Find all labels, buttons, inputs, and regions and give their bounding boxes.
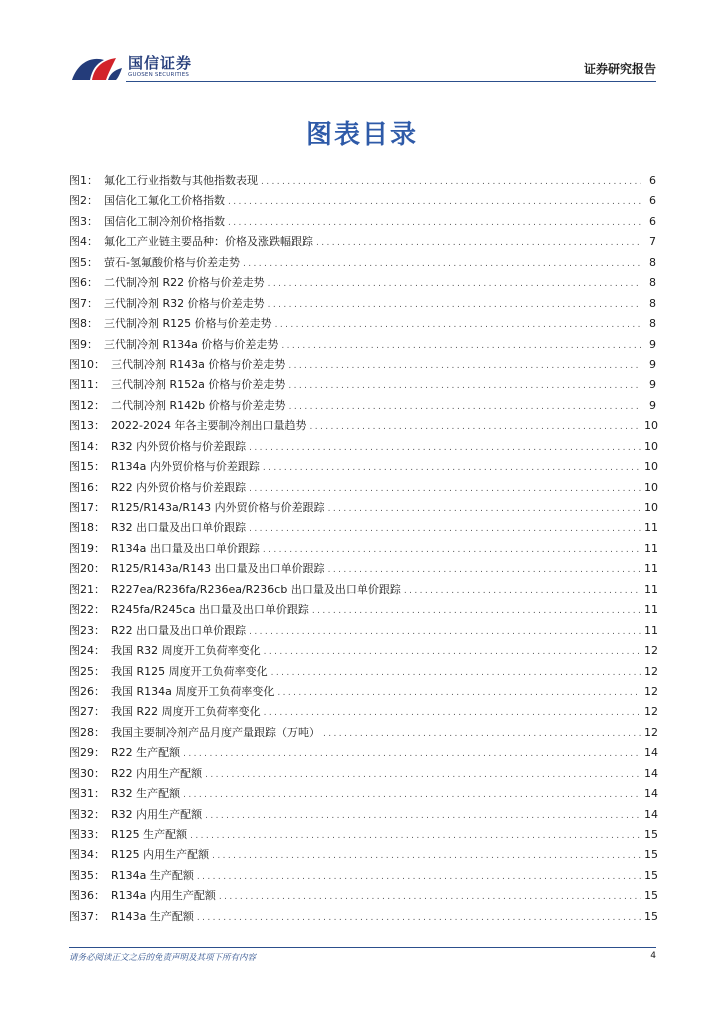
toc-dot-leader: [249, 479, 641, 499]
toc-entry-title: R32 内外贸价格与价差跟踪: [111, 439, 247, 453]
toc-dot-leader: [312, 601, 641, 621]
toc-entry[interactable]: [69, 866, 656, 886]
footer-disclaimer: 请务必阅读正文之后的免责声明及其项下所有内容: [69, 953, 257, 963]
toc-entry-label: 图31：: [69, 787, 105, 801]
toc-entry-label: 图37：: [69, 909, 105, 923]
footer-divider: [69, 947, 656, 948]
toc-entry-title: 国信化工制冷剂价格指数: [104, 214, 225, 228]
toc-dot-leader: [328, 560, 641, 580]
toc-entry-page: 9: [649, 398, 656, 412]
toc-entry[interactable]: [69, 518, 656, 538]
toc-entry-page: 14: [644, 766, 658, 780]
toc-heading: 图表目录: [305, 120, 418, 150]
toc-entry[interactable]: [69, 437, 656, 457]
toc-entry-page: 14: [644, 787, 658, 801]
toc-entry-title: 二代制冷剂 R22 价格与价差走势: [104, 276, 265, 290]
toc-dot-leader: [268, 295, 641, 315]
toc-dot-leader: [197, 867, 641, 887]
toc-entry-title: 我国 R134a 周度开工负荷率变化: [111, 684, 275, 698]
toc-entry-title: 我国 R32 周度开工负荷率变化: [111, 644, 261, 658]
toc-entry[interactable]: [69, 294, 656, 314]
page-header: [0, 0, 724, 90]
toc-entry-page: 12: [644, 684, 658, 698]
toc-entry[interactable]: [69, 580, 656, 600]
toc-entry[interactable]: [69, 314, 656, 334]
toc-entry-page: 11: [644, 623, 658, 637]
toc-entry-title: 我国主要制冷剂产品月度产量跟踪（万吨）: [111, 725, 320, 739]
toc-entry[interactable]: [69, 396, 656, 416]
toc-dot-leader: [323, 724, 641, 744]
toc-dot-leader: [309, 417, 641, 437]
toc-entry-label: 图22：: [69, 603, 105, 617]
toc-entry-page: 10: [644, 419, 658, 433]
toc-dot-leader: [275, 315, 641, 335]
toc-entry-label: 图1：: [69, 174, 98, 187]
toc-entry-page: 6: [649, 194, 656, 208]
toc-dot-leader: [243, 254, 641, 274]
toc-entry-page: 8: [649, 276, 656, 290]
toc-entry-title: 我国 R22 周度开工负荷率变化: [111, 705, 261, 719]
toc-entry[interactable]: [69, 191, 656, 211]
toc-entry-label: 图11：: [69, 378, 105, 392]
toc-dot-leader: [316, 233, 641, 253]
toc-dot-leader: [212, 846, 641, 866]
toc-entry-page: 12: [644, 705, 658, 719]
toc-entry-page: 9: [649, 357, 656, 371]
toc-dot-leader: [404, 581, 641, 601]
toc-entry[interactable]: [69, 416, 656, 436]
toc-entry[interactable]: [69, 907, 656, 927]
toc-entry[interactable]: [69, 375, 656, 395]
toc-dot-leader: [190, 826, 641, 846]
toc-entry-title: 氟化工行业指数与其他指数表现: [104, 174, 258, 187]
toc-dot-leader: [271, 663, 641, 683]
toc-entry-page: 10: [644, 460, 658, 474]
toc-entry-title: R22 内用生产配额: [111, 766, 203, 780]
toc-entry-page: 8: [649, 296, 656, 310]
toc-entry-title: R22 出口量及出口单价跟踪: [111, 623, 247, 637]
toc-entry-label: 图3：: [69, 214, 98, 228]
toc-entry-label: 图23：: [69, 623, 105, 637]
toc-entry-title: 2022-2024 年各主要制冷剂出口量趋势: [111, 419, 307, 433]
toc-entry-title: R227ea/R236fa/R236ea/R236cb 出口量及出口单价跟踪: [111, 582, 401, 596]
toc-entry-title: 三代制冷剂 R134a 价格与价差走势: [104, 337, 279, 351]
toc-entry-label: 图16：: [69, 480, 105, 494]
toc-dot-leader: [264, 642, 641, 662]
toc-entry-page: 6: [649, 174, 656, 187]
toc-dot-leader: [183, 744, 641, 764]
toc-entry[interactable]: [69, 621, 656, 641]
toc-entry-page: 12: [644, 664, 658, 678]
toc-entry-label: 图4：: [69, 235, 98, 249]
toc-entry-title: 三代制冷剂 R143a 价格与价差走势: [111, 357, 286, 371]
toc-entry-page: 9: [649, 378, 656, 392]
toc-entry-label: 图5：: [69, 255, 98, 269]
toc-entry[interactable]: [69, 171, 656, 191]
toc-entry-page: 14: [644, 807, 658, 821]
toc-entry[interactable]: [69, 232, 656, 252]
page-number: 4: [650, 951, 656, 961]
toc-entry-title: R125/R143a/R143 出口量及出口单价跟踪: [111, 562, 325, 576]
toc-entry-title: R32 内用生产配额: [111, 807, 203, 821]
toc-dot-leader: [219, 887, 641, 907]
toc-entry-label: 图18：: [69, 521, 105, 535]
toc-entry[interactable]: [69, 539, 656, 559]
toc-entry-page: 11: [644, 562, 658, 576]
toc-entry-label: 图17：: [69, 501, 105, 514]
toc-entry-title: R125/R143a/R143 内外贸价格与价差跟踪: [111, 501, 325, 514]
toc-entry-title: 氟化工产业链主要品种：价格及涨跌幅跟踪: [104, 235, 313, 249]
toc-dot-leader: [288, 376, 641, 396]
toc-entry-title: R143a 生产配额: [111, 909, 194, 923]
toc-dot-leader: [261, 172, 641, 192]
toc-entry-title: 三代制冷剂 R32 价格与价差走势: [104, 296, 265, 310]
toc-entry[interactable]: [69, 273, 656, 293]
logo-chinese-name: 国信证券: [128, 54, 193, 72]
toc-entry-title: R134a 内外贸价格与价差跟踪: [111, 460, 260, 474]
toc-entry[interactable]: [69, 253, 656, 273]
toc-entry-page: 10: [644, 439, 658, 453]
toc-dot-leader: [183, 785, 641, 805]
toc-dot-leader: [197, 908, 641, 928]
toc-dot-leader: [228, 213, 641, 233]
toc-entry-page: 8: [649, 255, 656, 269]
toc-entry[interactable]: [69, 784, 656, 804]
toc-entry-label: 图6：: [69, 276, 98, 290]
logo-english-name: GUOSEN SECURITIES: [128, 72, 190, 78]
toc-entry-page: 15: [644, 909, 658, 923]
toc-entry-page: 15: [644, 828, 658, 841]
toc-entry-title: R22 内外贸价格与价差跟踪: [111, 480, 247, 494]
toc-dot-leader: [263, 458, 641, 478]
toc-entry-page: 7: [649, 235, 656, 249]
toc-dot-leader: [249, 519, 641, 539]
toc-dot-leader: [263, 540, 641, 560]
toc-entry-page: 11: [644, 541, 658, 555]
toc-entry[interactable]: [69, 845, 656, 865]
guosen-logo: [70, 50, 220, 84]
toc-entry-title: R134a 生产配额: [111, 868, 194, 882]
toc-entry[interactable]: [69, 764, 656, 784]
toc-entry-label: 图8：: [69, 317, 98, 331]
toc-entry-label: 图29：: [69, 746, 105, 760]
toc-entry-page: 14: [644, 746, 658, 760]
toc-entry-label: 图36：: [69, 889, 105, 903]
toc-entry[interactable]: [69, 825, 656, 845]
toc-entry-title: R134a 内用生产配额: [111, 889, 216, 903]
toc-entry-label: 图19：: [69, 541, 105, 555]
toc-dot-leader: [288, 356, 641, 376]
toc-entry-page: 10: [644, 501, 658, 514]
toc-entry[interactable]: [69, 662, 656, 682]
toc-entry-label: 图24：: [69, 644, 105, 658]
toc-entry-label: 图15：: [69, 460, 105, 474]
toc-entry-title: 国信化工氟化工价格指数: [104, 194, 225, 208]
toc-entry[interactable]: [69, 600, 656, 620]
toc-entry[interactable]: [69, 457, 656, 477]
toc-entry-label: 图34：: [69, 848, 105, 862]
guosen-logo-mark-icon: [70, 50, 124, 84]
toc-entry-page: 11: [644, 582, 658, 596]
toc-entry-page: 9: [649, 337, 656, 351]
toc-entry-page: 10: [644, 480, 658, 494]
toc-entry-page: 12: [644, 725, 658, 739]
toc-entry-page: 8: [649, 317, 656, 331]
toc-entry-label: 图26：: [69, 684, 105, 698]
toc-dot-leader: [249, 438, 641, 458]
toc-entry[interactable]: [69, 886, 656, 906]
toc-entry[interactable]: [69, 743, 656, 763]
toc-entry[interactable]: [69, 682, 656, 702]
toc-entry[interactable]: [69, 723, 656, 743]
toc-dot-leader: [264, 703, 641, 723]
toc-entry-label: 图2：: [69, 194, 98, 208]
toc-dot-leader: [281, 336, 641, 356]
toc-entry-label: 图7：: [69, 296, 98, 310]
toc-entry-label: 图9：: [69, 337, 98, 351]
toc-entry-label: 图32：: [69, 807, 105, 821]
toc-dot-leader: [228, 192, 641, 212]
toc-entry[interactable]: [69, 212, 656, 232]
header-divider: [126, 81, 656, 82]
toc-entry-page: 15: [644, 848, 658, 862]
toc-entry-label: 图12：: [69, 398, 105, 412]
toc-entry-title: 二代制冷剂 R142b 价格与价差走势: [111, 398, 286, 412]
toc-dot-leader: [277, 683, 641, 703]
report-type-label: 证券研究报告: [583, 62, 656, 76]
toc-entry-label: 图14：: [69, 439, 105, 453]
toc-dot-leader: [328, 499, 641, 519]
toc-entry-label: 图35：: [69, 868, 105, 882]
toc-entry-title: 三代制冷剂 R125 价格与价差走势: [104, 317, 272, 331]
toc-entry-page: 15: [644, 868, 658, 882]
toc-entry-title: R32 生产配额: [111, 787, 181, 801]
toc-entry-title: 三代制冷剂 R152a 价格与价差走势: [111, 378, 286, 392]
toc-dot-leader: [268, 274, 641, 294]
toc-entry-title: R125 内用生产配额: [111, 848, 210, 862]
toc-entry[interactable]: [69, 641, 656, 661]
toc-entry-title: R245fa/R245ca 出口量及出口单价跟踪: [111, 603, 309, 617]
toc-entry-label: 图10：: [69, 357, 105, 371]
toc-dot-leader: [289, 397, 641, 417]
toc-entry-title: R125 生产配额: [111, 828, 188, 841]
toc-entry-label: 图13：: [69, 419, 105, 433]
table-of-figures: [69, 171, 656, 927]
toc-entry[interactable]: [69, 355, 656, 375]
toc-entry-title: 我国 R125 周度开工负荷率变化: [111, 664, 268, 678]
toc-entry[interactable]: [69, 335, 656, 355]
toc-entry-page: 6: [649, 214, 656, 228]
toc-entry-page: 15: [644, 889, 658, 903]
toc-entry-label: 图27：: [69, 705, 105, 719]
toc-dot-leader: [205, 765, 641, 785]
toc-entry-label: 图30：: [69, 766, 105, 780]
toc-entry-page: 11: [644, 521, 658, 535]
toc-entry-title: R32 出口量及出口单价跟踪: [111, 521, 247, 535]
toc-entry[interactable]: [69, 478, 656, 498]
toc-entry-title: R22 生产配额: [111, 746, 181, 760]
toc-entry-label: 图33：: [69, 828, 105, 841]
toc-entry-label: 图21：: [69, 582, 105, 596]
toc-dot-leader: [205, 806, 641, 826]
toc-entry-label: 图20：: [69, 562, 105, 576]
toc-entry-label: 图25：: [69, 664, 105, 678]
toc-dot-leader: [249, 622, 641, 642]
toc-entry-label: 图28：: [69, 725, 105, 739]
toc-entry[interactable]: [69, 702, 656, 722]
toc-entry-title: R134a 出口量及出口单价跟踪: [111, 541, 260, 555]
toc-entry[interactable]: [69, 559, 656, 579]
toc-entry[interactable]: [69, 805, 656, 825]
toc-entry-page: 11: [644, 603, 658, 617]
toc-entry-title: 萤石-氢氟酸价格与价差走势: [104, 255, 240, 269]
toc-entry[interactable]: [69, 498, 656, 518]
toc-entry-page: 12: [644, 644, 658, 658]
